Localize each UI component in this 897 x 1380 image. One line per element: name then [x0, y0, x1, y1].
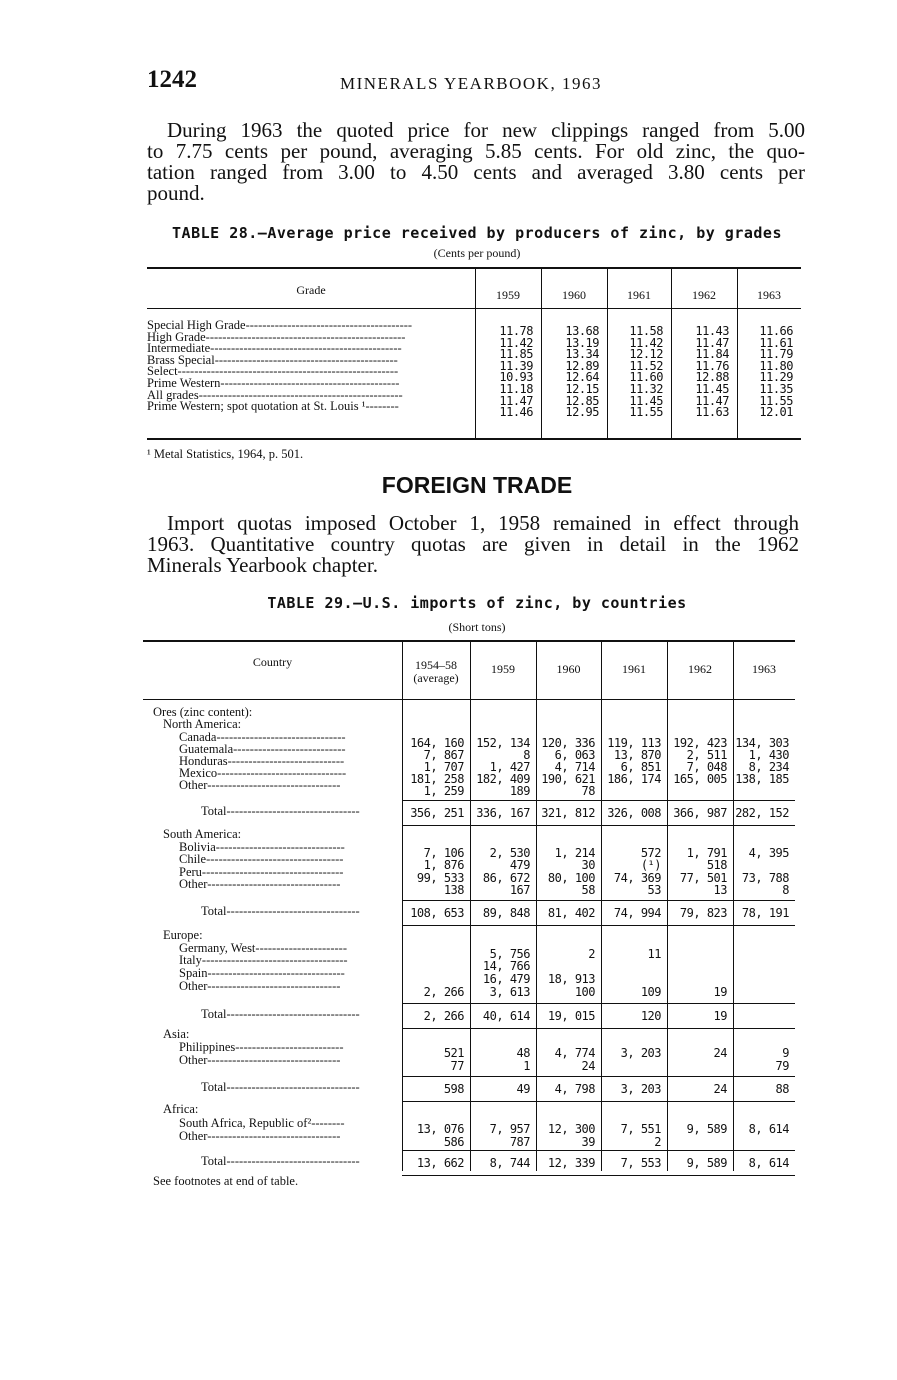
table29-cell: 7, 957 [489, 1122, 530, 1136]
table29-cell: 24 [713, 1046, 727, 1060]
table28-top-rule [147, 267, 801, 269]
intro-line: to 7.75 cents per pound, averaging 5.85 cents. For old zinc, the quo- [147, 139, 805, 163]
table28-header-rule [147, 308, 801, 309]
table28-cell: 11.61 [759, 335, 793, 350]
table28-cell: 10.93 [499, 370, 533, 385]
trade-paragraph [147, 513, 799, 576]
table29-cell: 2 [654, 1135, 661, 1149]
table29-cell: 79, 823 [679, 906, 727, 920]
table29-caption: TABLE 29.—U.S. imports of zinc, by countries [267, 594, 687, 612]
table28-cell: 11.47 [695, 335, 729, 350]
table28-cell: 11.46 [499, 405, 533, 420]
table29-total-rule-2 [402, 1175, 795, 1176]
table29-total-rule [402, 900, 795, 901]
table29-cell: 6, 851 [620, 760, 661, 774]
table29-cell: 40, 614 [482, 1009, 530, 1023]
table29-row-label: Other-------------------------------- [179, 1130, 341, 1143]
table29-total-rule [402, 800, 795, 801]
table29-cell: 48 [516, 1046, 530, 1060]
table28-row-label: Brass Special-------------------------------------------- [147, 353, 398, 367]
table28-cell: 11.32 [629, 382, 663, 396]
trade-line: Minerals Yearbook chapter. [147, 553, 378, 577]
table29-row-label: Europe: [163, 929, 203, 942]
table29-cell: 73, 788 [741, 871, 789, 885]
table28-cell: 12.01 [759, 405, 793, 420]
table29-cell: 80, 100 [547, 871, 595, 885]
table29-row-label: Total-------------------------------- [201, 905, 360, 918]
table29-row-label: Total-------------------------------- [201, 1008, 360, 1021]
table29-col-header: 1960 [556, 662, 581, 676]
table28-cell: 11.42 [499, 335, 533, 350]
table29-cell: 120, 336 [541, 736, 595, 750]
table28-cell: 11.55 [759, 393, 793, 408]
table29-cell: 8, 234 [748, 760, 789, 774]
table29-cell: 165, 005 [673, 772, 727, 786]
table29-cell: 3, 203 [620, 1082, 661, 1096]
table29-row-label: Bolivia------------------------------- [179, 841, 345, 854]
table29-cell: 49 [516, 1082, 530, 1096]
table28-col-header: 1960 [562, 288, 586, 302]
table29-cell: 24 [581, 1059, 595, 1073]
table29-cell: 1, 430 [748, 748, 789, 762]
table29-cell: 1, 259 [423, 784, 464, 798]
table29-cell: 1, 427 [489, 760, 530, 774]
table29-cell: 4, 798 [554, 1082, 595, 1096]
table29-cell: 138 [443, 883, 464, 897]
table29-cell: 518 [706, 858, 727, 872]
table29-cell: 4, 774 [554, 1046, 595, 1060]
table29-cell: 39 [581, 1135, 595, 1149]
table29-cell: 7, 106 [423, 846, 464, 860]
table29-row-label: Peru---------------------------------- [179, 866, 344, 879]
table29-cell: 4, 395 [748, 846, 789, 860]
table29-cell: 189 [509, 784, 530, 798]
table28-cell: 11.45 [695, 382, 729, 396]
table29-cell: 8, 614 [748, 1122, 789, 1136]
table28-footnote: ¹ Metal Statistics, 1964, p. 501. [147, 447, 304, 461]
table29-col-header: 1962 [688, 662, 712, 676]
table29-row-label: Other-------------------------------- [179, 878, 341, 891]
table29-cell: 58 [581, 883, 595, 897]
table28-cell: 11.58 [629, 324, 663, 338]
intro-line: During 1963 the quoted price for new clippings ranged from 5.00 [167, 118, 805, 142]
table29-cell: 192, 423 [673, 736, 727, 750]
table29-col-header-line1: 1954–58 [415, 658, 457, 672]
table28-cell: 13.68 [565, 324, 599, 338]
table29-cell: 8 [782, 883, 789, 897]
table29-cell: 13, 870 [613, 748, 661, 762]
table28-cell: 11.47 [695, 393, 729, 408]
table28-row-label: Prime Western------------------------------------------- [147, 377, 400, 390]
table28-cell: 12.15 [565, 382, 599, 396]
table29-cell: 108, 653 [410, 906, 464, 920]
table29-row-label: Total-------------------------------- [201, 805, 360, 818]
table29-cell: 2, 266 [423, 985, 464, 999]
table28-cell: 11.80 [759, 358, 793, 373]
table29-total-rule [402, 1150, 795, 1151]
table29-cell: 6, 063 [554, 748, 595, 762]
table29-cell: 7, 551 [620, 1122, 661, 1136]
table29-col-header: 1959 [491, 662, 515, 676]
table28-cell: 11.43 [695, 324, 729, 338]
table29-cell: 119, 113 [607, 736, 661, 750]
table29-cell: 74, 369 [613, 871, 661, 885]
table29-cell: 109 [640, 985, 661, 999]
table29-cell: 9, 589 [686, 1156, 727, 1170]
table29-row-label: Total-------------------------------- [201, 1081, 360, 1094]
table29-cell: 4, 714 [554, 760, 595, 774]
table29-top-rule [143, 640, 795, 642]
table29-cell: 366, 987 [673, 806, 727, 820]
table28-cell: 13.19 [565, 335, 599, 350]
table29-header-rule [143, 699, 795, 700]
table29-cell: 100 [574, 985, 595, 999]
table29-cell: 326, 008 [607, 806, 661, 820]
table29-total-rule [402, 1003, 795, 1004]
table29-cell: 138, 185 [735, 772, 789, 786]
table28-row-label: High Grade------------------------------------------------ [147, 330, 406, 344]
page-number: 1242 [147, 66, 197, 93]
table29-cell: 11 [647, 947, 661, 961]
table29-cell: 12, 300 [547, 1122, 595, 1136]
intro-line: tation ranged from 3.00 to 4.50 cents and averaged 3.80 cents per [147, 160, 805, 184]
table29-cell: 479 [509, 858, 530, 872]
table29-row-label: Ores (zinc content): [153, 706, 253, 719]
table28-cell: 11.18 [499, 382, 533, 396]
table29-cell: 356, 251 [410, 806, 464, 820]
table29-cell: 53 [647, 883, 661, 897]
table29-cell: 7, 553 [620, 1156, 661, 1170]
table29-row-label: South Africa, Republic of²-------- [179, 1117, 345, 1130]
table28-cell: 11.85 [499, 347, 533, 362]
trade-line: Import quotas imposed October 1, 1958 remained in effect through [167, 511, 799, 535]
table29-cell: 134, 303 [735, 736, 789, 750]
table29-cell: 1 [523, 1059, 530, 1073]
table28-col-header: 1962 [692, 288, 716, 302]
table29-row-label: Total-------------------------------- [201, 1155, 360, 1168]
intro-line: pound. [147, 181, 205, 205]
table29-row-label: Canada------------------------------- [179, 731, 346, 744]
table29-row-label: Honduras---------------------------- [179, 755, 345, 768]
table29-total-rule [402, 1076, 795, 1077]
table28-cell: 11.45 [629, 393, 663, 408]
table29-cell: 3, 203 [620, 1046, 661, 1060]
table28-col-header: 1959 [496, 288, 520, 302]
table29-cell: 7, 048 [686, 760, 727, 774]
table29-cell: 2 [588, 947, 595, 961]
table29-cell: 13 [713, 883, 727, 897]
table29-cell: 152, 134 [476, 736, 530, 750]
table28-cell: 11.66 [759, 324, 793, 338]
table28-row-label: Prime Western; spot quotation at St. Louis ¹-------- [147, 400, 399, 414]
table29-cell: 5, 756 [489, 947, 530, 961]
table29-cell: 78, 191 [741, 906, 789, 920]
table29-row-label: Asia: [163, 1028, 190, 1041]
table28-bottom-rule [147, 438, 801, 440]
table29-row-label: Philippines-------------------------- [179, 1041, 344, 1054]
table29-row-label: North America: [163, 718, 242, 731]
table29-cell: 1, 791 [686, 846, 727, 860]
table29-cell: 81, 402 [547, 906, 595, 920]
table29-cell: 1, 214 [554, 846, 595, 860]
table28-row-label: Intermediate---------------------------------------------- [147, 342, 402, 356]
table28-cell: 11.79 [759, 347, 793, 362]
table29-cell: 12, 339 [547, 1156, 595, 1170]
intro-paragraph [147, 120, 805, 204]
table29-row-label: Other-------------------------------- [179, 980, 341, 993]
table29-row-label: Other-------------------------------- [179, 1054, 341, 1067]
table28-row-label: Special High Grade---------------------------------------- [147, 319, 413, 332]
table29-cell: 521 [443, 1046, 464, 1060]
table29-cell: 7, 867 [423, 748, 464, 762]
running-title: MINERALS YEARBOOK, 1963 [340, 74, 602, 93]
table29-cell: 13, 662 [416, 1156, 464, 1170]
table29-cell: 24 [713, 1082, 727, 1096]
table29-cell: 190, 621 [541, 772, 595, 786]
table29-cell: (¹) [640, 858, 661, 872]
table29-cell: 19 [713, 1009, 727, 1023]
table29-cell: 74, 994 [613, 906, 661, 920]
table28-units: (Cents per pound) [433, 246, 521, 260]
table29-footnote: See footnotes at end of table. [153, 1174, 299, 1188]
table28-cell: 11.39 [499, 358, 533, 373]
table29-col-header-line2: (average) [413, 671, 459, 685]
table29-cell: 88 [775, 1082, 789, 1096]
table28-cell: 11.76 [695, 358, 729, 373]
table29-row-label: Italy----------------------------------- [179, 954, 348, 967]
table28-cell: 11.47 [499, 393, 533, 408]
table29-cell: 321, 812 [541, 806, 595, 820]
table28-cell: 11.35 [759, 382, 793, 396]
table29-cell: 282, 152 [735, 806, 789, 820]
table28-cell: 13.34 [565, 347, 599, 362]
table29-col-header: 1961 [622, 662, 646, 676]
table29-cell: 1, 876 [423, 858, 464, 872]
table28-col-header: 1963 [757, 288, 781, 302]
table28-col-header: 1961 [627, 288, 651, 302]
table29-row-label: Mexico------------------------------- [179, 767, 347, 780]
table29-cell: 19, 015 [547, 1009, 595, 1023]
table28-cell: 11.84 [695, 347, 729, 362]
table28-row-label: All grades------------------------------------------------- [147, 388, 403, 402]
table29-cell: 13, 076 [416, 1122, 464, 1136]
table29-cell: 572 [640, 846, 661, 860]
table28-caption: TABLE 28.—Average price received by producers of zinc, by grades [172, 224, 782, 242]
table29-cell: 78 [581, 784, 595, 798]
table29-cell: 586 [443, 1135, 464, 1149]
table29-total-rule-2 [402, 825, 795, 826]
table28-col-header: Grade [296, 283, 326, 297]
table29-units: (Short tons) [448, 620, 506, 634]
table28-cell: 11.29 [759, 370, 793, 385]
table29-cell: 30 [581, 858, 595, 872]
table29-cell: 99, 533 [416, 871, 464, 885]
table29-cell: 186, 174 [607, 772, 661, 786]
table29-cell: 1, 707 [423, 760, 464, 774]
table29-cell: 181, 258 [410, 772, 464, 786]
table29-cell: 182, 409 [476, 772, 530, 786]
table29-cell: 598 [443, 1082, 464, 1096]
table28-cell: 12.95 [565, 405, 599, 420]
table29-col-header: 1963 [752, 662, 776, 676]
table28-cell: 11.42 [629, 335, 663, 350]
table29-cell: 18, 913 [547, 972, 595, 986]
table29-cell: 8, 744 [489, 1156, 530, 1170]
table29-cell: 9, 589 [686, 1122, 727, 1136]
table29-cell: 8, 614 [748, 1156, 789, 1170]
table29-cell: 167 [509, 883, 530, 897]
table28-cell: 11.55 [629, 405, 663, 420]
table28-cell: 11.52 [629, 358, 663, 373]
table29-cell: 787 [509, 1135, 530, 1149]
table28-cell: 11.78 [499, 324, 533, 338]
table28-cell: 11.60 [629, 370, 663, 385]
table29-cell: 86, 672 [482, 871, 530, 885]
table29-cell: 77, 501 [679, 871, 727, 885]
table29-cell: 77 [450, 1059, 464, 1073]
table29-row-label: Other-------------------------------- [179, 779, 341, 792]
table29-cell: 336, 167 [476, 806, 530, 820]
table28-cell: 11.63 [695, 405, 729, 420]
table28-cell: 12.85 [565, 393, 599, 408]
table29-cell: 2, 266 [423, 1009, 464, 1023]
table29-cell: 19 [713, 985, 727, 999]
table28-cell: 12.64 [565, 370, 599, 385]
table29-col-header: Country [252, 655, 293, 669]
table29-total-rule-2 [402, 1028, 795, 1029]
table28-row-label: Select----------------------------------------------------- [147, 365, 399, 379]
table29-cell: 14, 766 [482, 959, 530, 973]
table29-row-label: Spain--------------------------------- [179, 967, 345, 980]
table29-total-rule-2 [402, 925, 795, 926]
table29-cell: 2, 511 [686, 748, 727, 762]
table29-cell: 3, 613 [489, 985, 530, 999]
table29-row-label: Germany, West---------------------- [179, 942, 347, 955]
table29-cell: 89, 848 [482, 906, 530, 920]
table29-cell: 16, 479 [482, 972, 530, 986]
table28-cell: 12.88 [695, 370, 729, 385]
trade-line: 1963. Quantitative country quotas are given in detail in the 1962 [147, 532, 799, 556]
table29-row-label: Chile--------------------------------- [179, 853, 344, 866]
table29-cell: 79 [775, 1059, 789, 1073]
table29-row-label: Guatemala--------------------------- [179, 743, 346, 756]
table28-cell: 12.89 [565, 358, 599, 373]
table29-row-label: Africa: [163, 1103, 199, 1116]
table29-total-rule-2 [402, 1101, 795, 1102]
table29-cell: 2, 530 [489, 846, 530, 860]
section-heading: FOREIGN TRADE [381, 472, 573, 498]
table28-cell: 12.12 [629, 347, 663, 362]
table29-cell: 9 [782, 1046, 789, 1060]
table29-row-label: South America: [163, 828, 242, 841]
table29-cell: 8 [523, 748, 530, 762]
table29-cell: 164, 160 [410, 736, 464, 750]
table29-cell: 120 [640, 1009, 661, 1023]
